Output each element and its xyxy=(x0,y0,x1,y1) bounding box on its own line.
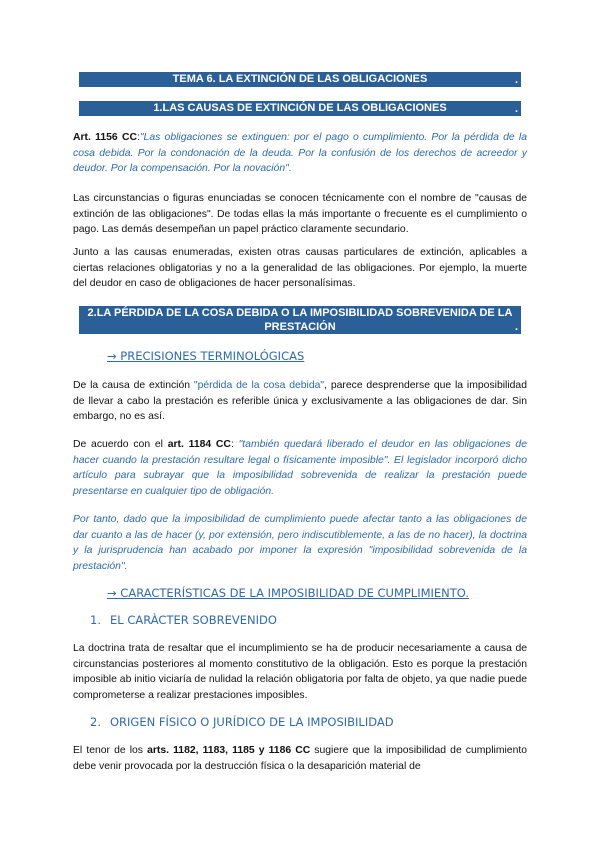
heading-number: 2. xyxy=(90,715,101,729)
text-before: El tenor de los xyxy=(73,745,148,756)
section-2-title-line-1: 2.LA PÉRDIDA DE LA COSA DEBIDA O LA IMPOSIBILIDAD SOBREVENIDA DE LA xyxy=(87,307,513,319)
heading-caracter-sobrevenido xyxy=(90,612,277,628)
heading-text: EL CARÀCTER SOBREVENIDO xyxy=(110,613,277,627)
separator: : xyxy=(230,439,239,450)
article-label: arts. 1182, 1183, 1185 y 1186 CC xyxy=(147,745,311,756)
text-after: , parece desprenderse que la imposibilidad de llevar a cabo la prestación es referible única y exclusivamente a las obligaciones de dar. Sin embargo, no es así. xyxy=(73,380,527,423)
heading-precisiones: → PRECISIONES TERMINOLÓGICAS xyxy=(107,349,305,363)
text-after: sugiere que la imposibilidad de cumplimiento debe venir provocada por la destrucción física o la desaparición material de xyxy=(73,745,528,772)
paragraph-otras-causas: Junto a las causas enumeradas, existen otras causas particulares de extinción, aplicables a ciertas relaciones obligatorias y no a la generalidad de las obligaciones. Por ejemplo, la muerte del deudor en caso de obligaciones de hacer personalísimas. xyxy=(73,247,527,290)
section-2-title-line-2: PRESTACIÓN xyxy=(264,321,336,333)
text-before: De acuerdo con el xyxy=(73,439,168,450)
article-label: Art. 1156 CC xyxy=(73,132,137,143)
section-1-band xyxy=(79,101,521,116)
separator: : xyxy=(136,132,140,143)
article-label: art. 1184 CC xyxy=(167,439,231,450)
paragraph-circunstancias: Las circunstancias o figuras enunciadas se conocen técnicamente con el nombre de "causas de extinción de las obligaciones". De todas ellas la más importante o frecuente es el cumplimiento o pago. Las demás desempeñan un papel práctico claramente secundario. xyxy=(73,193,527,236)
article-quote: "Las obligaciones se extinguen: por el pago o cumplimiento. Por la pérdida de la cosa debida. Por la condonación de la deuda. Por la confusión de los derechos de acreedor y deudor. Por la compensación. Por la novación". xyxy=(73,132,528,175)
heading-text: ORIGEN FÍSICO O JURÍDICO DE LA IMPOSIBILIDAD xyxy=(110,715,394,729)
heading-origen xyxy=(90,714,394,730)
paragraph-perdida xyxy=(73,378,527,425)
title-band xyxy=(79,72,521,87)
band-trailing-dot: . xyxy=(514,103,518,115)
document-title: TEMA 6. LA EXTINCIÓN DE LAS OBLIGACIONES xyxy=(172,73,428,85)
band-trailing-dot: . xyxy=(514,74,518,86)
section-1-title: 1.LAS CAUSAS DE EXTINCIÓN DE LAS OBLIGACIONES xyxy=(153,102,447,114)
paragraph-art-1184 xyxy=(73,437,527,499)
text-before: De la causa de extinción xyxy=(73,380,194,391)
paragraph-tenor xyxy=(73,743,527,774)
paragraph-por-tanto: Por tanto, dado que la imposibilidad de cumplimiento puede afectar tanto a las obligaciones de dar cuanto a las de hacer (y, por extensión, pero indiscutiblemente, a las de no hacer), la doctrina y la jurisprudencia han acabado por imponer la expresión "imposibilidad sobrevenida de la prestación". xyxy=(73,514,527,572)
section-2-band xyxy=(79,306,521,334)
highlighted-term: "pérdida de la cosa debida" xyxy=(193,380,325,391)
heading-caracteristicas: → CARACTERÍSTICAS DE LA IMPOSIBILIDAD DE CUMPLIMIENTO. xyxy=(107,586,470,600)
paragraph-art-1156 xyxy=(73,130,527,177)
paragraph-doctrina: La doctrina trata de resaltar que el incumplimiento se ha de producir necesariamente a causa de circunstancias posteriores al momento constitutivo de la obligación. Esto es porque la prestación imposible ab initio viciaría de nulidad la relación obligatoria por falta de objeto, ya que nadie puede comprometerse a realizar prestaciones imposibles. xyxy=(73,643,527,701)
band-trailing-dot: . xyxy=(514,321,518,333)
article-quote: "también quedará liberado el deudor en las obligaciones de hacer cuando la prestación resultare legal o físicamente imposible". El legislador incorporó dicho artículo para subrayar que la imposibilidad sobrevenida de realizar la prestación puede presentarse en cualquier tipo de obligación. xyxy=(73,439,527,497)
heading-number: 1. xyxy=(90,613,101,627)
